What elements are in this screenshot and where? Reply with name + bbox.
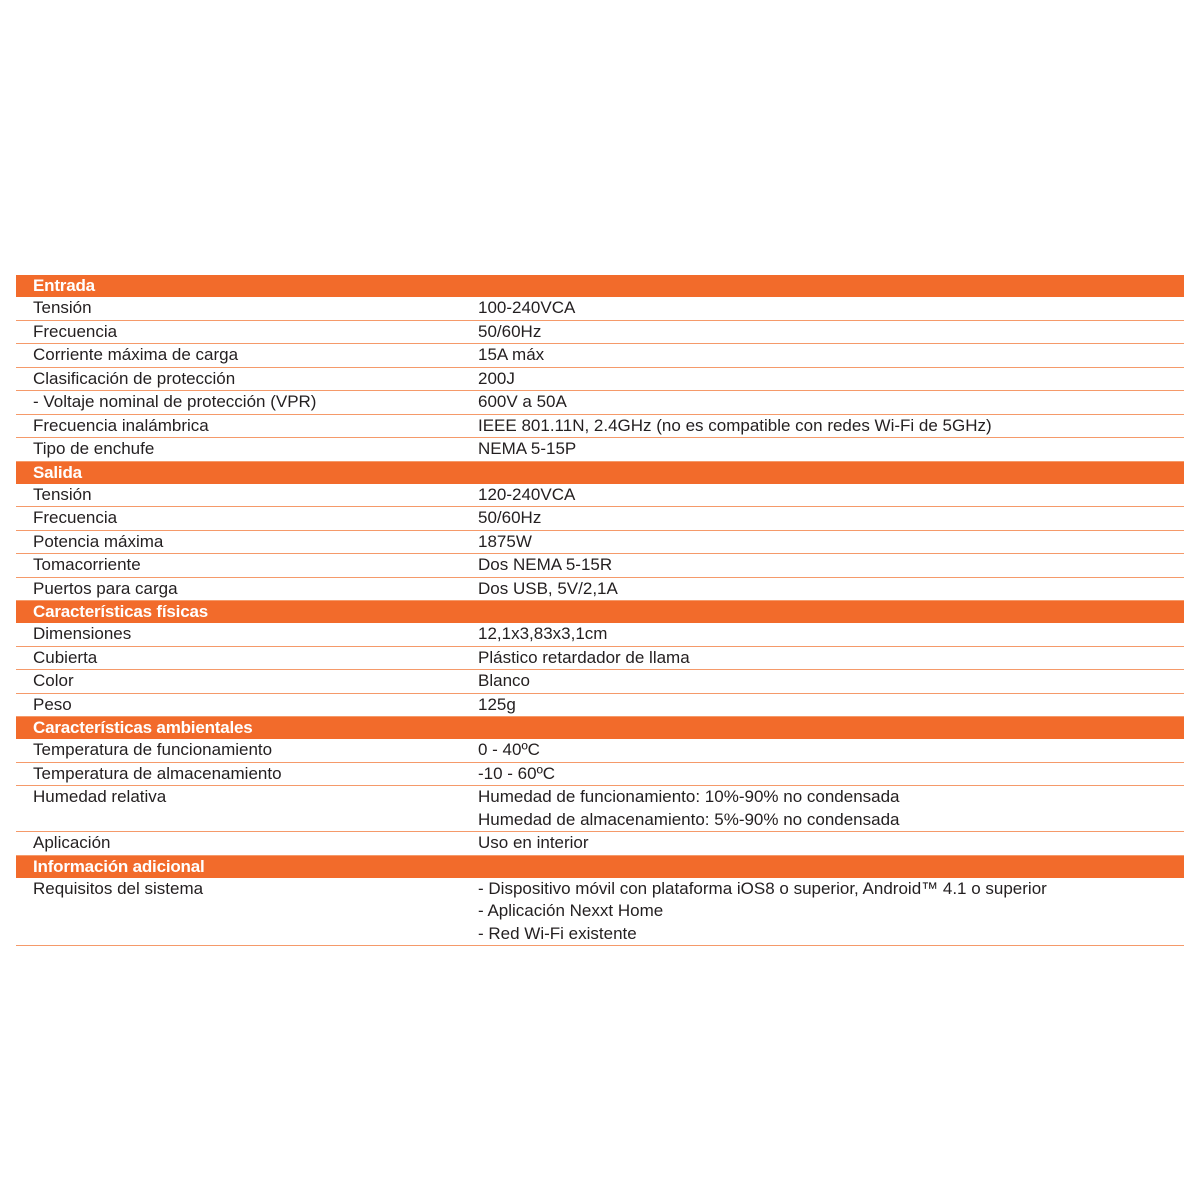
spec-row (16, 344, 1184, 368)
spec-row (16, 694, 1184, 718)
spec-row (16, 391, 1184, 415)
spec-value-cell (478, 832, 1184, 855)
spec-value: Dos NEMA 5-15R (478, 555, 613, 574)
spec-row (16, 647, 1184, 671)
spec-value: 200J (478, 368, 515, 388)
spec-value: 125g (478, 694, 516, 714)
spec-value: 12,1x3,83x3,1cm (478, 624, 608, 643)
spec-value-cell (478, 531, 1184, 554)
spec-row (16, 415, 1184, 439)
spec-value: Plástico retardador de llama (478, 647, 690, 667)
spec-value: - Aplicación Nexxt Home (478, 901, 664, 920)
spec-table (16, 275, 1184, 946)
spec-value-cell (478, 297, 1184, 320)
spec-value: Humedad de funcionamiento: 10%-90% no condensada (478, 787, 900, 806)
spec-label: Peso (33, 694, 72, 714)
spec-value-cell (478, 507, 1184, 530)
spec-row (16, 507, 1184, 531)
spec-value-cell (478, 647, 1184, 670)
spec-row (16, 832, 1184, 856)
spec-label: Tensión (33, 484, 92, 504)
spec-label: - Voltaje nominal de protección (VPR) (33, 392, 317, 411)
spec-value-cell (478, 739, 1184, 762)
spec-label: Temperatura de funcionamiento (33, 740, 273, 759)
spec-value-cell (478, 554, 1184, 577)
spec-row (16, 878, 1184, 947)
spec-label: Temperatura de almacenamiento (33, 763, 282, 783)
spec-label: Corriente máxima de carga (33, 345, 239, 364)
spec-label: Frecuencia (33, 321, 118, 341)
spec-value-cell (478, 391, 1184, 414)
spec-row (16, 739, 1184, 763)
spec-row (16, 670, 1184, 694)
spec-label: Tipo de enchufe (33, 439, 155, 458)
spec-value: - Dispositivo móvil con plataforma iOS8 o superior, Android™ 4.1 o superior (478, 878, 1047, 898)
spec-value-cell (478, 344, 1184, 367)
section-header: Entrada (16, 275, 1184, 297)
spec-value: Humedad de almacenamiento: 5%-90% no condensada (478, 809, 900, 829)
spec-value: -10 - 60ºC (478, 763, 556, 783)
spec-row (16, 484, 1184, 508)
spec-label: Color (33, 671, 74, 690)
spec-label: Clasificación de protección (33, 368, 236, 388)
spec-value: 50/60Hz (478, 321, 542, 341)
spec-value: 120-240VCA (478, 484, 576, 504)
spec-value: Blanco (478, 671, 530, 690)
spec-value: Dos USB, 5V/2,1A (478, 578, 618, 598)
section-header: Características ambientales (16, 717, 1184, 739)
spec-label: Tomacorriente (33, 555, 141, 574)
spec-value: 100-240VCA (478, 298, 576, 317)
spec-row (16, 297, 1184, 321)
spec-value-cell (478, 670, 1184, 693)
spec-label: Dimensiones (33, 624, 132, 643)
section-header: Información adicional (16, 856, 1184, 878)
spec-value: 50/60Hz (478, 508, 542, 527)
spec-value-cell (478, 415, 1184, 438)
spec-value-cell (478, 321, 1184, 344)
spec-label: Frecuencia inalámbrica (33, 415, 209, 435)
spec-row (16, 321, 1184, 345)
spec-value: Uso en interior (478, 833, 589, 852)
spec-value-cell (478, 763, 1184, 786)
spec-label: Tensión (33, 298, 92, 317)
spec-row (16, 578, 1184, 602)
spec-value: 15A máx (478, 345, 545, 364)
spec-value-cell (478, 578, 1184, 601)
spec-value: 0 - 40ºC (478, 740, 540, 759)
spec-value-cell (478, 878, 1184, 946)
spec-label: Potencia máxima (33, 531, 164, 551)
section-header: Características físicas (16, 601, 1184, 623)
spec-value-cell (478, 484, 1184, 507)
spec-label: Cubierta (33, 647, 98, 667)
spec-value: NEMA 5-15P (478, 439, 577, 458)
spec-label: Requisitos del sistema (33, 878, 204, 898)
spec-label: Puertos para carga (33, 578, 178, 598)
spec-row (16, 531, 1184, 555)
section-header: Salida (16, 462, 1184, 484)
spec-label: Humedad relativa (33, 787, 167, 806)
spec-value-cell (478, 623, 1184, 646)
spec-row (16, 438, 1184, 462)
spec-row (16, 368, 1184, 392)
spec-label: Aplicación (33, 833, 111, 852)
spec-value-cell (478, 786, 1184, 831)
spec-label: Frecuencia (33, 508, 118, 527)
spec-value: IEEE 801.11N, 2.4GHz (no es compatible con redes Wi-Fi de 5GHz) (478, 415, 992, 435)
spec-value: - Red Wi-Fi existente (478, 923, 637, 943)
spec-row (16, 786, 1184, 832)
spec-value-cell (478, 368, 1184, 391)
spec-row (16, 763, 1184, 787)
spec-row (16, 554, 1184, 578)
spec-row (16, 623, 1184, 647)
spec-value: 600V a 50A (478, 392, 567, 411)
spec-value-cell (478, 694, 1184, 717)
spec-value-cell (478, 438, 1184, 461)
spec-value: 1875W (478, 531, 532, 551)
